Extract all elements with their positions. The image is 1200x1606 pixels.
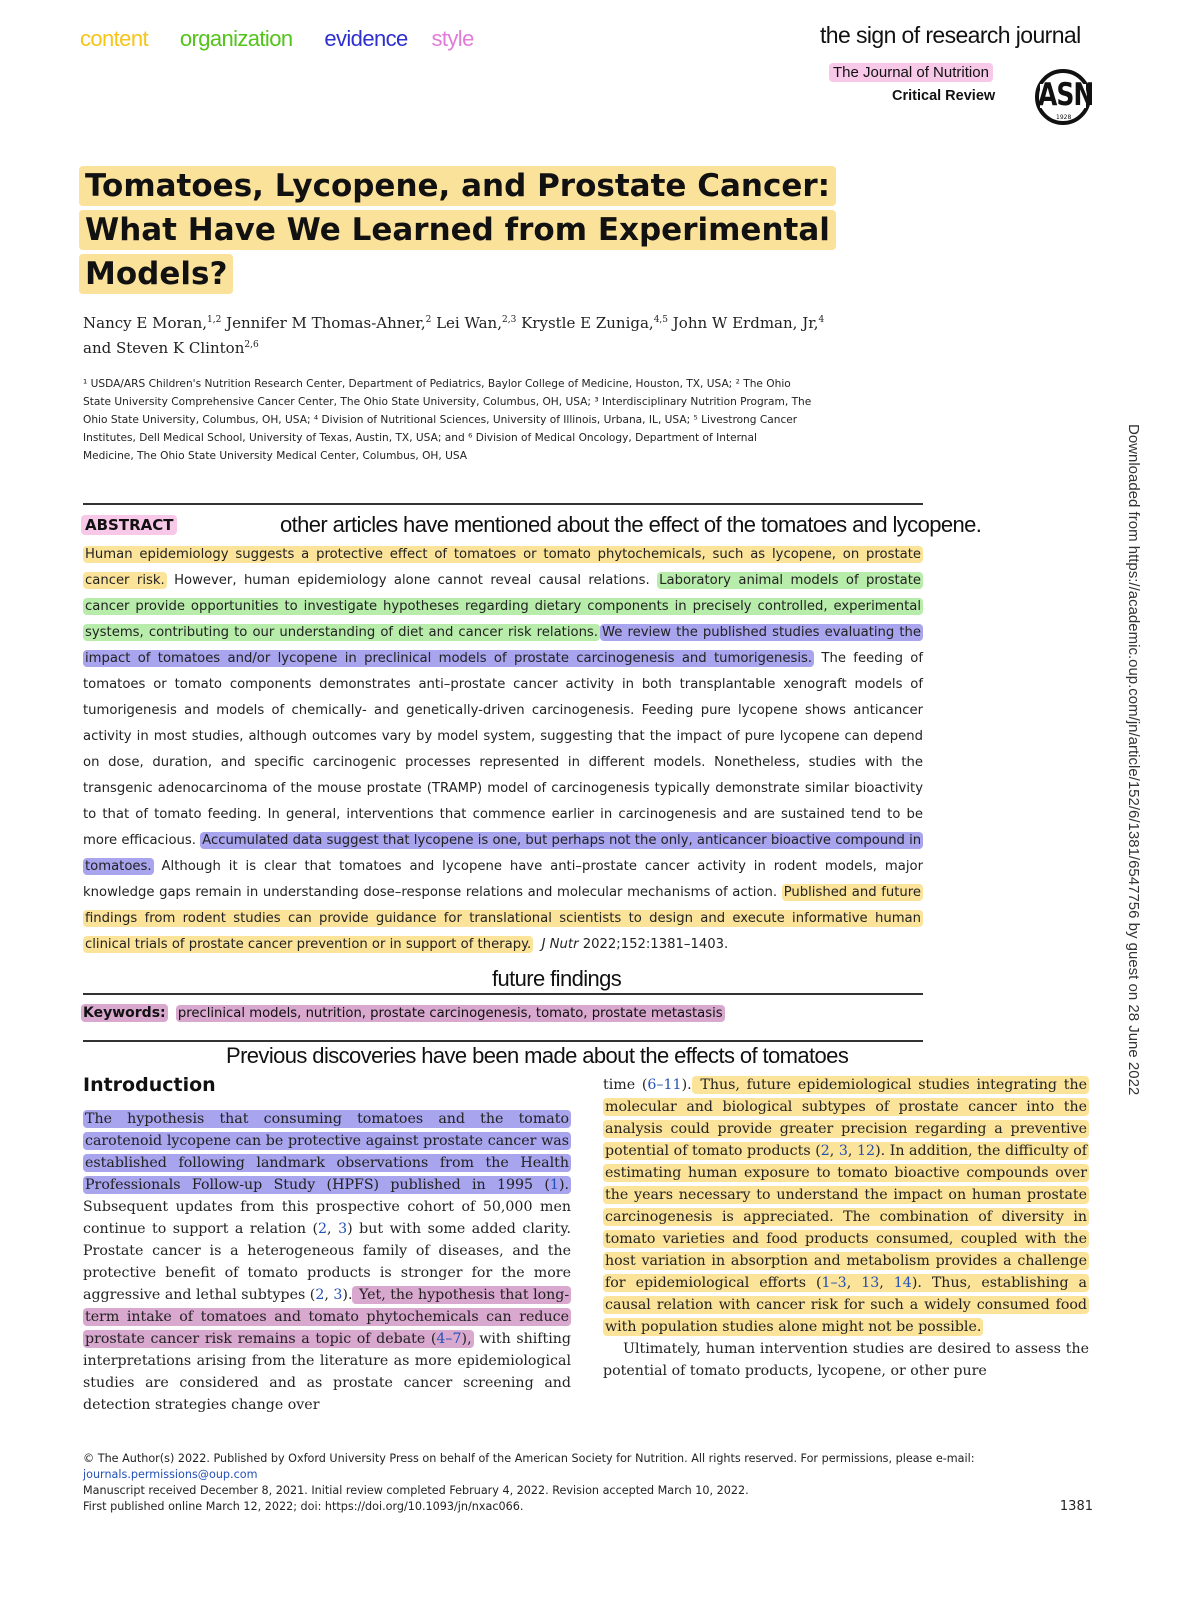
article-title [79,164,879,296]
article-section: Critical Review [892,88,996,104]
author-list: Nancy E Moran,$^{1,2}$ Jennifer M Thomas-Ahner,$^2$ Lei Wan,$^{2,3}$ Krystle E Zuniga,$^{4,5}$ John W Erdman, Jr,$^4$ and Steven K Clinton$^{2,6}$ [83,314,825,357]
asn-logo [1034,66,1092,128]
keywords-label: Keywords: [83,1005,166,1021]
journal-name: The Journal of Nutrition [829,62,993,81]
asn-logo-text: ASN [1038,76,1094,113]
title-line-3: Models? [79,254,233,294]
download-sidebar[interactable]: Downloaded from https://academic.oup.com/jn/article/152/6/1381/6547756 by guest on 28 June 2022 [1125,424,1142,1096]
page-footer [83,1451,1093,1515]
divider-bottom [83,1040,923,1042]
introduction-heading: Introduction [83,1074,216,1096]
keywords [81,1005,725,1021]
annotation-legend [80,26,474,52]
affiliations: ¹ USDA/ARS Children's Nutrition Research Center, Department of Pediatrics, Baylor College of Medicine, Houston, TX, USA; ² The Ohio State University Comprehensive Cancer Center, The Ohio State University, Columbus, OH, USA; ³ Interdisciplinary Nutrition Program, The Ohio State University, Columbus, OH, USA; ⁴ Division of Nutritional Sciences, University of Illinois, Urbana, IL, USA; ⁵ Livestrong Cancer Institutes, Dell Medical School, University of Texas, Austin, TX, USA; and ⁶ Division of Medical Oncology, Department of Internal Medicine, The Ohio State University Medical Center, Columbus, OH, USA [83,378,812,462]
abstract-annotation: other articles have mentioned about the effect of the tomatoes and lycopene. [280,512,982,537]
permissions-email[interactable]: journals.permissions@oup.com [83,1468,258,1481]
legend-style: style [431,26,474,51]
future-findings-annotation: future findings [492,966,622,991]
legend-evidence: evidence [324,26,408,51]
page-number: 1381 [1059,1499,1093,1514]
doi-line: First published online March 12, 2022; doi: https://doi.org/10.1093/jn/nxac066. [83,1500,524,1513]
manuscript-dates: Manuscript received December 8, 2021. Initial review completed February 4, 2022. Revision accepted March 10, 2022. [83,1484,749,1497]
keywords-text: preclinical models, nutrition, prostate carcinogenesis, tomato, prostate metastasis [177,1006,723,1021]
divider-mid [83,993,923,995]
previous-annotation: Previous discoveries have been made about the effects of tomatoes [226,1043,849,1068]
asn-logo-year: 1928 [1056,114,1072,121]
title-line-1: Tomatoes, Lycopene, and Prostate Cancer: [79,166,836,206]
sign-annotation: the sign of research journal [820,22,1081,48]
intro-right-column: time (6–11). Thus, future epidemiological studies integrating the molecular and biological subtypes of prostate cancer into the analysis could provide greater precision regarding a preventive potential of tomato products (2, 3, 12). In addition, the difficulty of estimating human exposure to tomato bioactive compounds over the years necessary to understand the impact on human prostate carcinogenesis is appreciated. The combination of diversity in tomato varieties and food products consumed, coupled with the host variation in absorption and metabolism provides a challenge for epidemiological efforts (1–3, 13, 14). Thus, establishing a causal relation with cancer risk for such a widely consumed food with population studies alone might not be possible. Ultimately, human intervention studies are desired to assess the potential of tomato products, lycopene, or other pure [603,1074,1089,1382]
abstract-heading: ABSTRACT [81,515,177,534]
legend-organization: organization [179,26,293,51]
intro-right-paragraph-2: Ultimately, human intervention studies are desired to assess the potential of tomato products, lycopene, or other pure [603,1341,1089,1379]
title-line-2: What Have We Learned from Experimental [79,210,836,250]
legend-content: content [80,26,148,51]
abstract-body: Human epidemiology suggests a protective effect of tomatoes or tomato phytochemicals, such as lycopene, on prostate cancer risk. However, human epidemiology alone cannot reveal causal relations. Laboratory animal models of prostate cancer provide opportunities to investigate hypotheses regarding dietary components in precisely controlled, experimental systems, contributing to our understanding of diet and cancer risk relations. We review the published studies evaluating the impact of tomatoes and/or lycopene in preclinical models of prostate carcinogenesis and tumorigenesis. The feeding of tomatoes or tomato components demonstrates anti–prostate cancer activity in both transplantable xenograft models of tumorigenesis and models of chemically- and genetically-driven carcinogenesis. Feeding pure lycopene shows anticancer activity in most studies, although outcomes vary by model system, suggesting that the impact of pure lycopene can depend on dose, duration, and specific carcinogenic processes represented in different models. Nonetheless, studies with the transgenic adenocarcinoma of the mouse prostate (TRAMP) model of carcinogenesis typically demonstrate similar bioactivity to that of tomato feeding. In general, interventions that commence earlier in carcinogenesis and are sustained tend to be more efficacious. Accumulated data suggest that lycopene is one, but perhaps not the only, anticancer bioactive compound in tomatoes. Although it is clear that tomatoes and lycopene have anti–prostate cancer activity in rodent models, major knowledge gaps remain in understanding dose–response relations and molecular mechanisms of action. Published and future findings from rodent studies can provide guidance for translational scientists to design and execute informative human clinical trials of prostate cancer prevention or in support of therapy. J Nutr 2022;152:1381–1403. [83,547,923,952]
divider-top [83,503,923,505]
copyright: © The Author(s) 2022. Published by Oxford University Press on behalf of the American Society for Nutrition. All rights reserved. For permissions, please e-mail: [83,1452,975,1465]
intro-left-column: The hypothesis that consuming tomatoes and the tomato carotenoid lycopene can be protective against prostate cancer was established following landmark observations from the Health Professionals Follow-up Study (HPFS) published in 1995 (1). Subsequent updates from this prospective cohort of 50,000 men continue to support a relation (2, 3) but with some added clarity. Prostate cancer is a heterogeneous family of diseases, and the protective benefit of tomato products is stronger for the more aggressive and lethal subtypes (2, 3). Yet, the hypothesis that long-term intake of tomatoes and tomato phytochemicals can reduce prostate cancer risk remains a topic of debate (4–7), with shifting interpretations arising from the literature as more epidemiological studies are considered and as prostate cancer screening and detection strategies change over [83,1111,571,1413]
